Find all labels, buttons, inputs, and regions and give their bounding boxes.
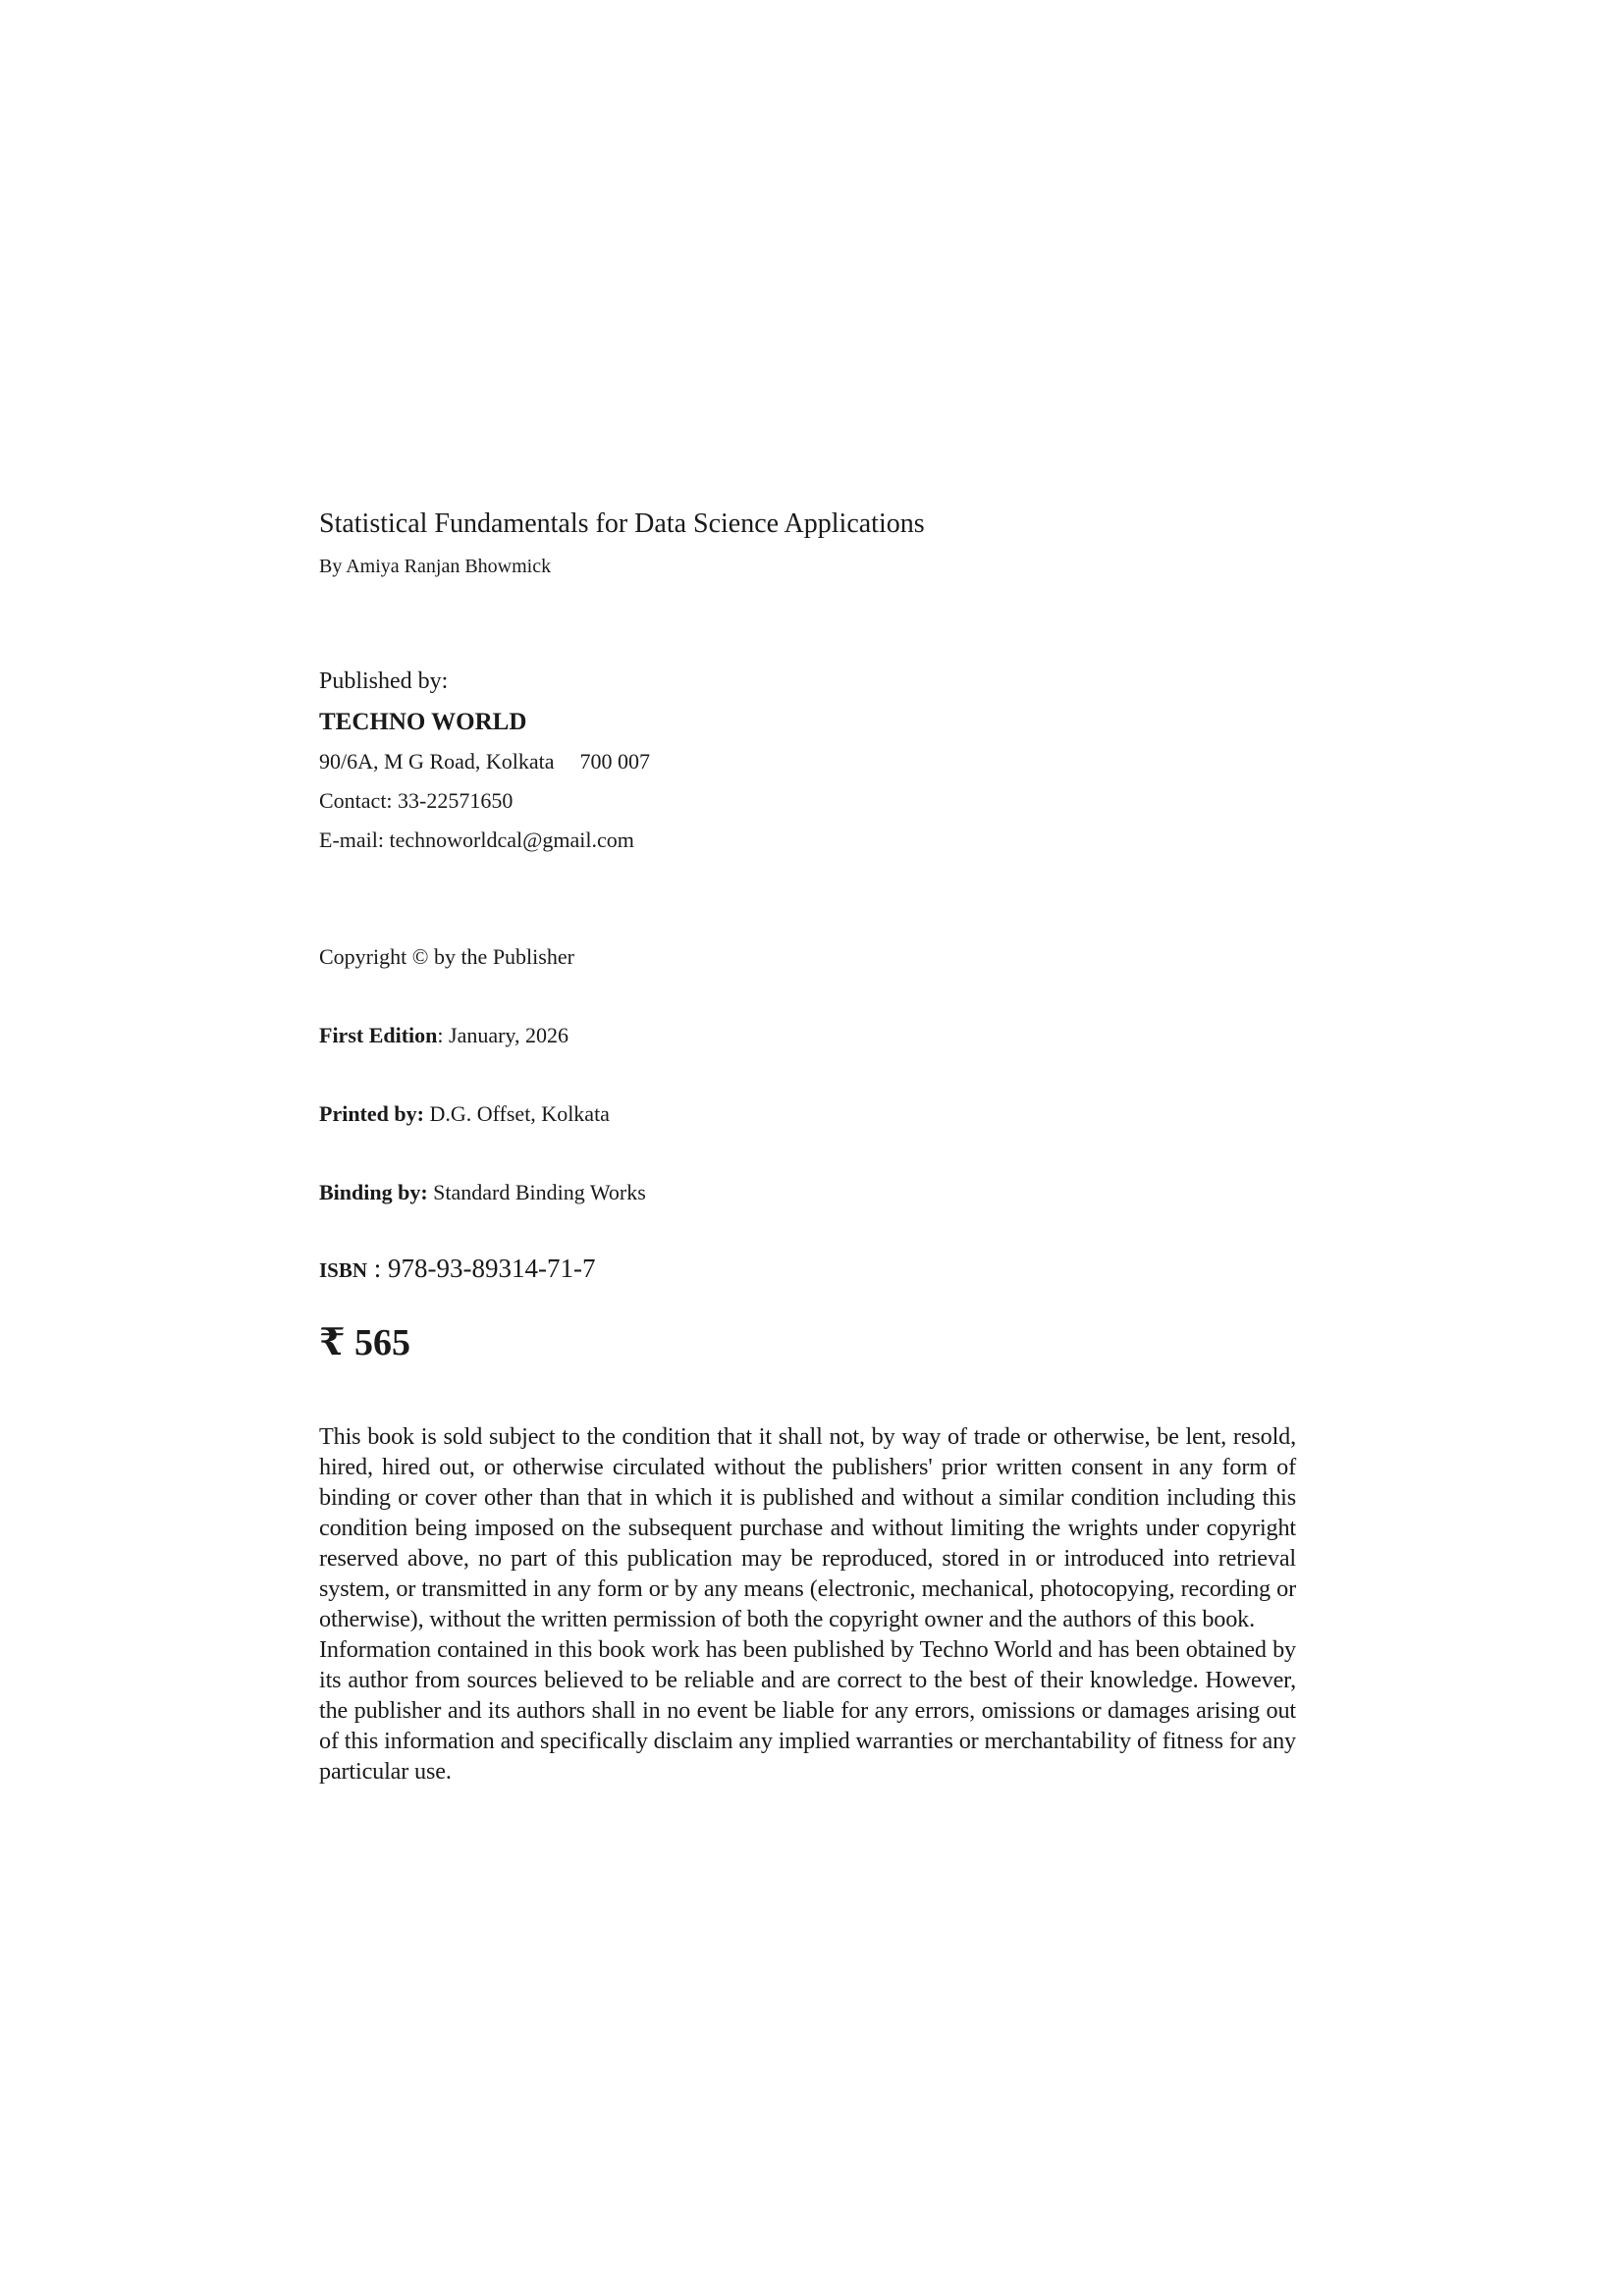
publisher-address	[319, 749, 650, 774]
published-by-label: Published by:	[319, 668, 449, 694]
book-price: ₹ 565	[319, 1322, 410, 1363]
publisher-name: TECHNO WORLD	[319, 709, 527, 735]
printed-by-label: Printed by:	[319, 1101, 424, 1126]
publisher-email: E-mail: technoworldcal@gmail.com	[319, 828, 634, 852]
edition-value: : January, 2026	[437, 1023, 569, 1047]
isbn-label: ISBN	[319, 1258, 368, 1282]
publisher-pin: 700 007	[579, 749, 651, 774]
binding-by-label: Binding by:	[319, 1180, 428, 1204]
printed-by-value: D.G. Offset, Kolkata	[423, 1101, 610, 1126]
book-author: By Amiya Ranjan Bhowmick	[319, 556, 552, 577]
edition-line	[319, 1023, 568, 1048]
isbn-value: : 978-93-89314-71-7	[367, 1254, 596, 1283]
disclaimer-paragraph: This book is sold subject to the condition that it shall not, by way of trade or otherwise, be lent, resold, hired, hired out, or otherwise circulated without the publishers' prior written consent in any form of binding or cover other than that in which it is published and without a similar condition including this condition being imposed on the subsequent purchase and without limiting the wrights under copyright reserved above, no part of this publication may be reproduced, stored in or introduced into retrieval system, or transmitted in any form or by any means (electronic, mechanical, photocopying, recording or otherwise), without the written permission of both the copyright owner and the authors of this book.	[319, 1423, 1296, 1632]
legal-disclaimer	[319, 1421, 1296, 1787]
isbn-line	[319, 1254, 596, 1284]
book-title: Statistical Fundamentals for Data Science Applications	[319, 508, 925, 539]
binding-by-line	[319, 1180, 646, 1205]
disclaimer-paragraph: Information contained in this book work has been published by Techno World and has been obtained by its author from sources believed to be reliable and are correct to the best of their knowledge. However, the publisher and its authors shall in no event be liable for any errors, omissions or damages arising out of this information and specifically disclaim any implied warranties or merchantability of fitness for any particular use.	[319, 1636, 1296, 1785]
publisher-street: 90/6A, M G Road, Kolkata	[319, 749, 555, 774]
edition-label: First Edition	[319, 1023, 438, 1047]
binding-by-value: Standard Binding Works	[427, 1180, 646, 1204]
publisher-contact: Contact: 33-22571650	[319, 788, 514, 813]
printed-by-line	[319, 1101, 610, 1127]
copyright-notice: Copyright © by the Publisher	[319, 944, 574, 969]
